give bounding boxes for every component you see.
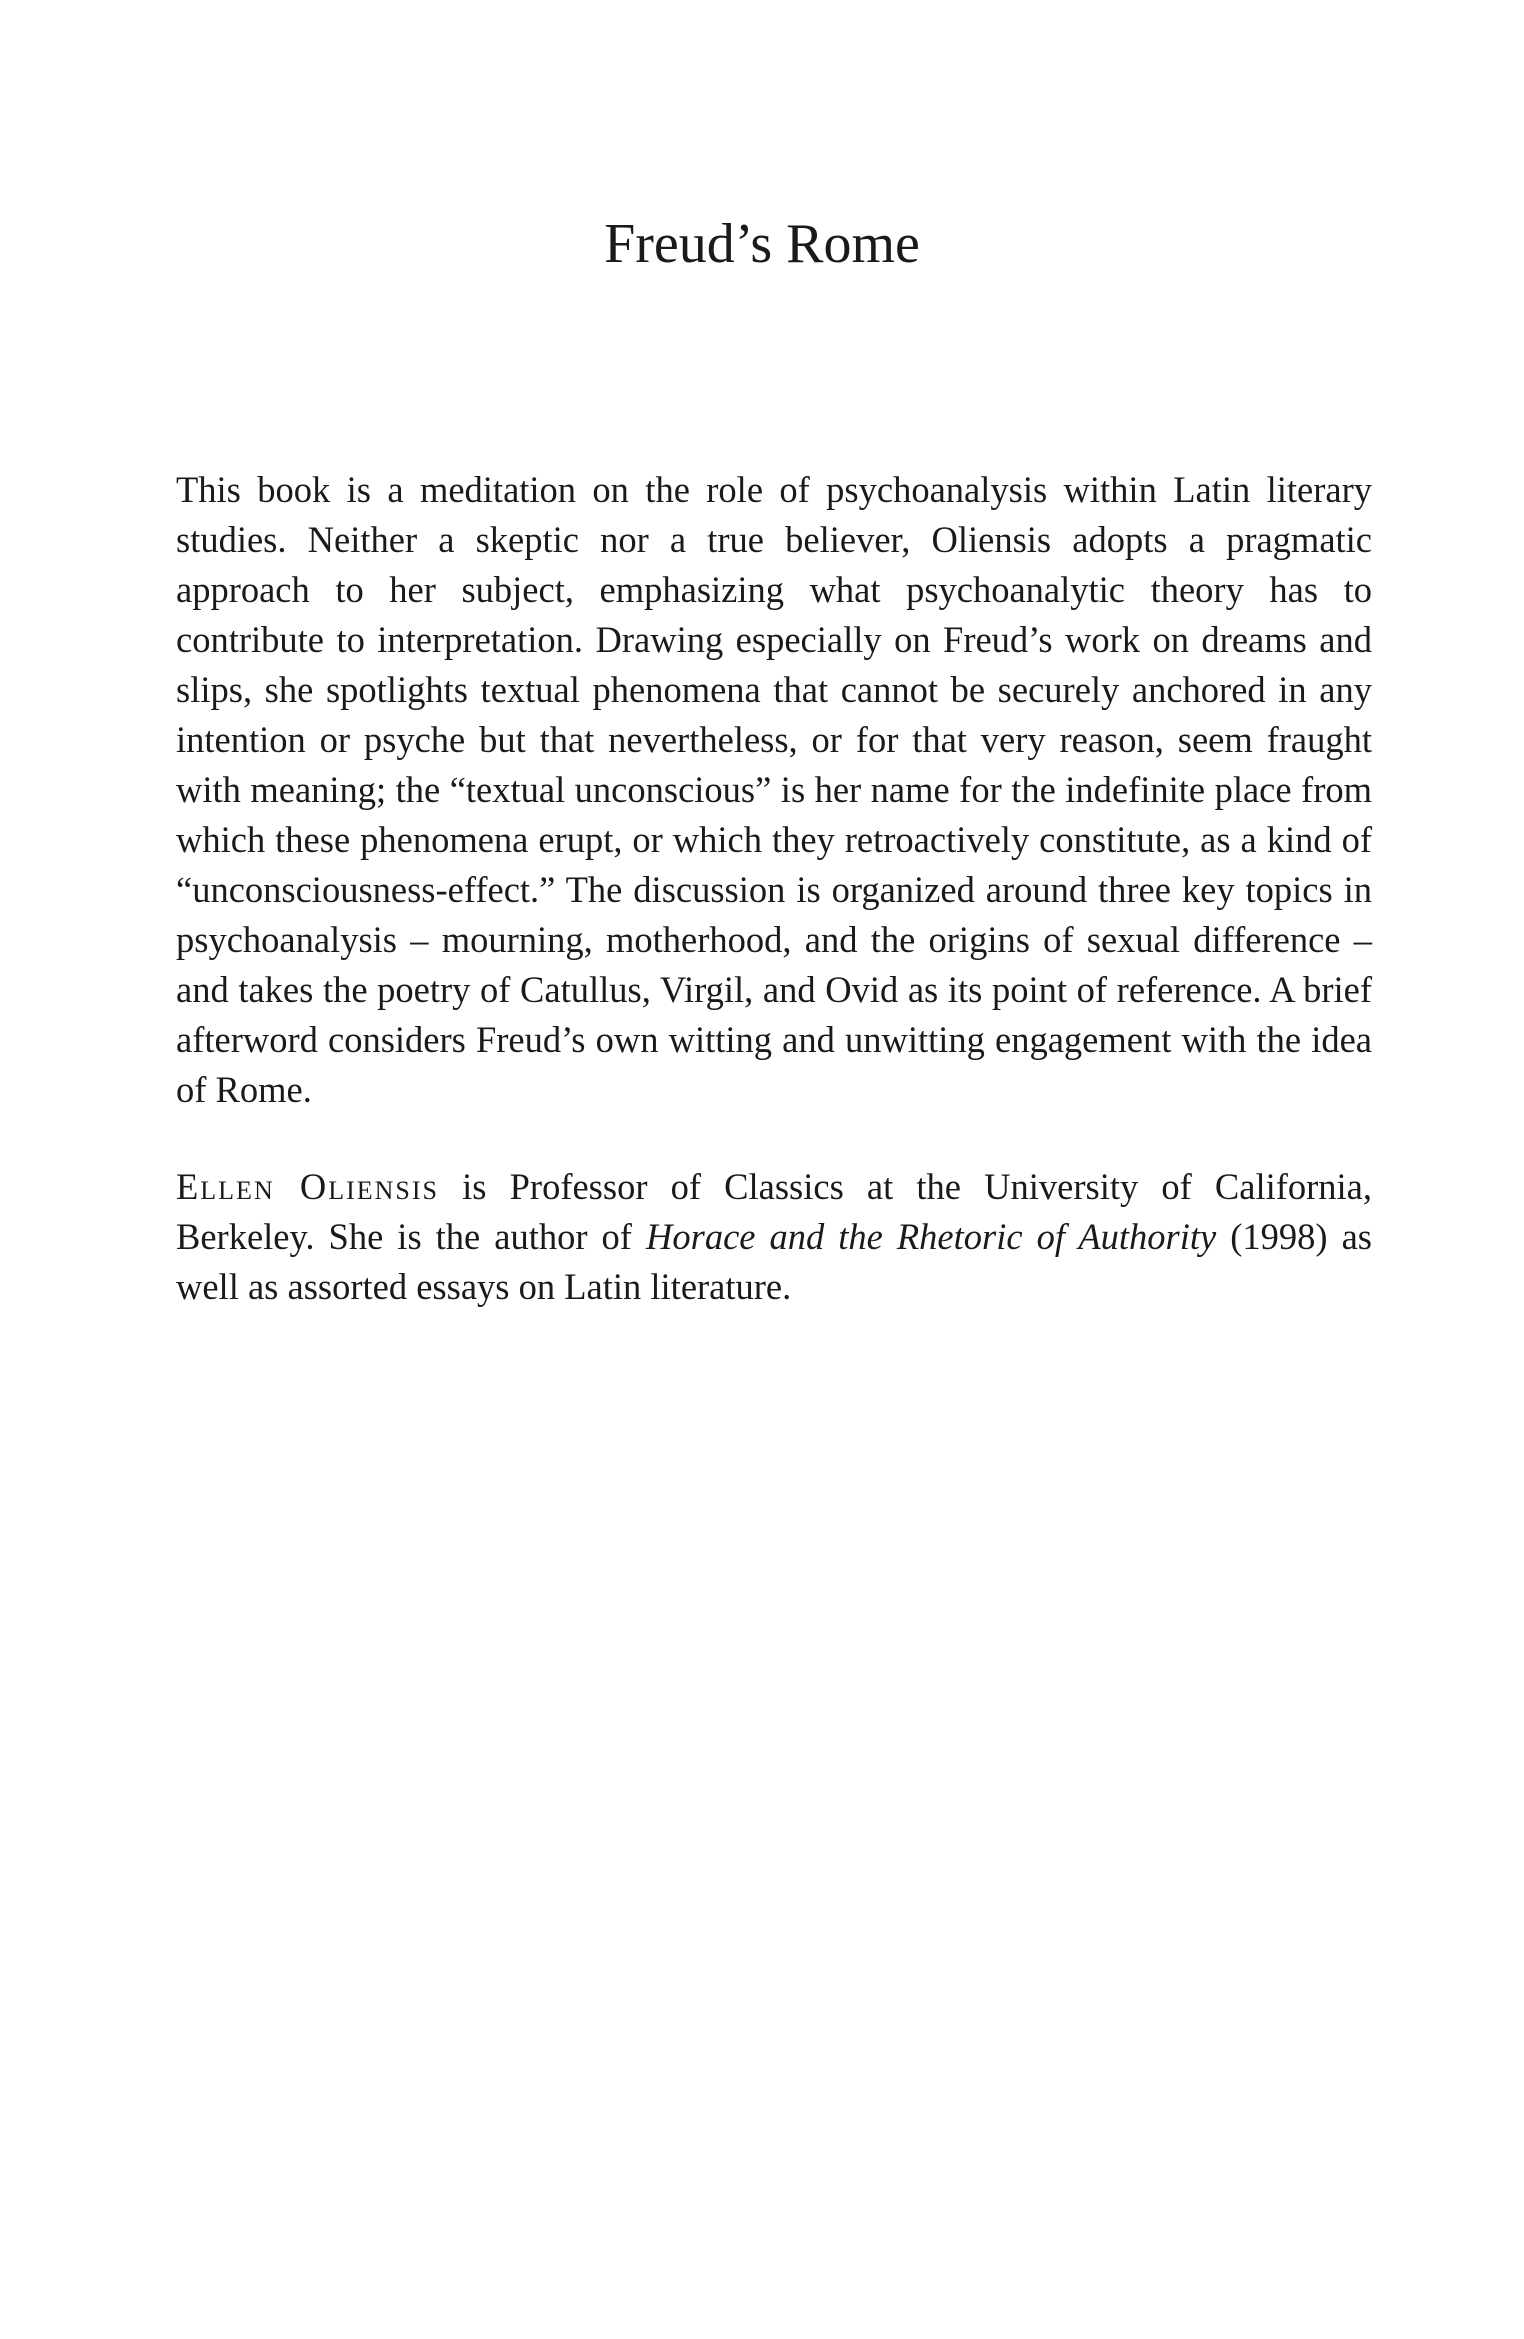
bio-text-after-title: (1998) as well as assorted essays on Latin literature. [176, 1216, 1373, 1307]
author-name: Ellen Oliensis [176, 1166, 439, 1207]
author-bio [176, 1162, 1372, 1312]
previous-book-title: Horace and the Rhetoric of Authority [646, 1216, 1217, 1257]
bio-text-before-title: is Professor of Classics at the University of California, Berkeley. She is the author of [176, 1166, 1373, 1257]
book-title: Freud’s Rome [604, 213, 920, 275]
book-description: This book is a meditation on the role of psychoanalysis within Latin literary studies. Neither a skeptic nor a true believer, Oliensis adopts a pragmatic approach to her subject, emphasizing what psychoanalytic theory has to contribute to interpretation. Drawing especially on Freud’s work on dreams and slips, she spotlights textual phenomena that cannot be securely anchored in any intention or psyche but that nevertheless, or for that very reason, seem fraught with meaning; the “textual unconscious” is her name for the indefinite place from which these phenomena erupt, or which they retroactively constitute, as a kind of “unconsciousness-effect.” The discussion is organized around three key topics in psychoanalysis – mourning, motherhood, and the origins of sexual difference – and takes the poetry of Catullus, Virgil, and Ovid as its point of reference. A brief afterword considers Freud’s own witting and unwitting engagement with the idea of Rome. [176, 469, 1372, 1110]
